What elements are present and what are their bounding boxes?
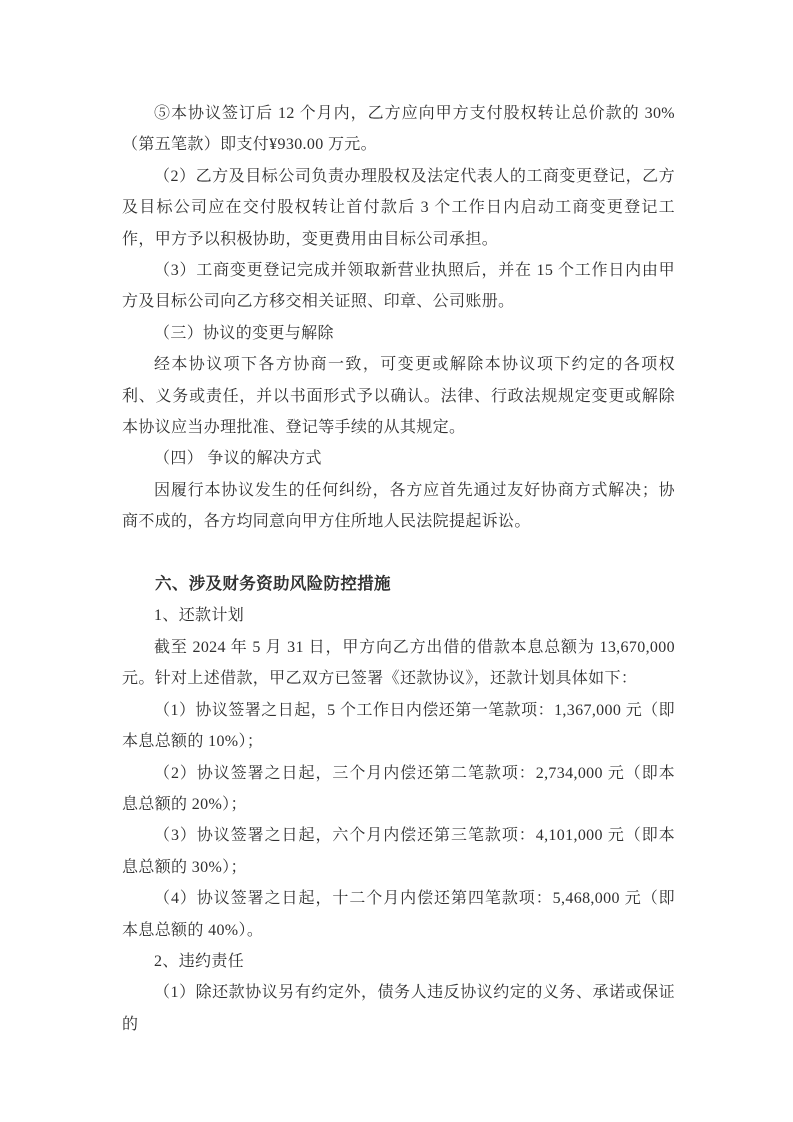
para-repayment-installment-2: （2）协议签署之日起，三个月内偿还第二笔款项：2,734,000 元（即本息总额的 20%）； bbox=[122, 764, 675, 813]
blank-line bbox=[122, 538, 675, 569]
document-content bbox=[122, 98, 675, 1040]
para-repayment-installment-1: （1）协议签署之日起，5 个工作日内偿还第一笔款项：1,367,000 元（即本息总额的 10%）； bbox=[122, 701, 675, 751]
heading-section-six: 六、涉及财务资助风险防控措施 bbox=[155, 575, 391, 594]
subheading-dispute-resolution: （四） 争议的解决方式 bbox=[154, 450, 322, 468]
para-repayment-installment-4: （4）协议签署之日起，十二个月内偿还第四笔款项：5,468,000 元（即本息总额的 40%）。 bbox=[122, 890, 675, 939]
subheading-repayment-plan: 1、还款计划 bbox=[154, 607, 245, 625]
para-repayment-installment-3: （3）协议签署之日起，六个月内偿还第三笔款项：4,101,000 元（即本息总额的 30%）； bbox=[122, 827, 675, 876]
subheading-change-termination: （三）协议的变更与解除 bbox=[154, 324, 334, 342]
para-dispute-resolution: 因履行本协议发生的任何纠纷，各方应首先通过友好协商方式解决；协商不成的，各方均同意向甲方住所地人民法院提起诉讼。 bbox=[122, 481, 675, 531]
para-change-termination: 经本协议项下各方协商一致，可变更或解除本协议项下约定的各项权利、义务或责任，并以书面形式予以确认。法律、行政法规规定变更或解除本协议应当办理批准、登记等手续的从其规定。 bbox=[122, 356, 675, 437]
para-breach-liability-1: （1）除还款协议另有约定外，债务人违反协议约定的义务、承诺或保证的 bbox=[122, 984, 675, 1033]
para-license-handover: （3）工商变更登记完成并领取新营业执照后，并在 15 个工作日内由甲方及目标公司向乙方移交相关证照、印章、公司账册。 bbox=[122, 262, 675, 311]
para-installment-five: ⑤本协议签订后 12 个月内，乙方应向甲方支付股权转让总价款的 30%（第五笔款）即支付¥930.00 万元。 bbox=[122, 105, 675, 154]
para-loan-total: 截至 2024 年 5 月 31 日，甲方向乙方出借的借款本息总额为 13,670,000 元。针对上述借款，甲乙双方已签署《还款协议》，还款计划具体如下： bbox=[122, 638, 675, 688]
subheading-breach-liability: 2、违约责任 bbox=[154, 952, 245, 970]
para-registration-change: （2）乙方及目标公司负责办理股权及法定代表人的工商变更登记，乙方及目标公司应在交付股权转让首付款后 3 个工作日内启动工商变更登记工作，甲方予以积极协助，变更费用由目标公司承担。 bbox=[122, 167, 675, 248]
